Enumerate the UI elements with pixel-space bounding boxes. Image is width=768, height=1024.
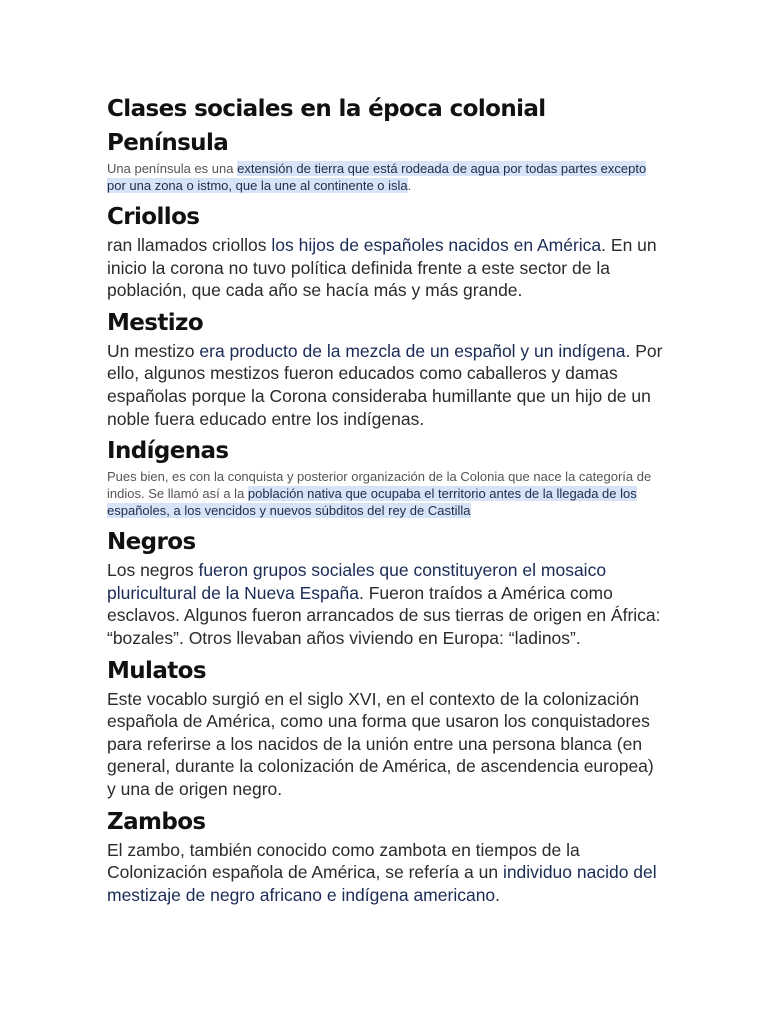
text-fragment: ran llamados criollos — [107, 235, 272, 255]
section-text-mulatos — [107, 688, 667, 801]
section-heading-criollos: Criollos — [107, 204, 200, 230]
text-fragment: Un mestizo — [107, 340, 200, 361]
section-heading-mulatos: Mulatos — [107, 657, 206, 684]
section-mestizo — [107, 306, 667, 430]
section-text-mestizo — [107, 340, 667, 430]
section-text-peninsula — [107, 160, 667, 194]
highlighted-text: extensión de tierra que está rodeada de agua por todas partes excepto por una zona o istmo, que la une al continente o isla — [107, 161, 647, 193]
section-zambos — [107, 805, 667, 907]
document-title: Clases sociales en la época colonial — [107, 96, 546, 122]
document-page — [107, 92, 667, 910]
section-heading-zambos: Zambos — [107, 808, 206, 835]
link-text[interactable]: los hijos de españoles nacidos en América — [271, 235, 602, 255]
section-text-negros — [107, 559, 667, 649]
section-indigenas — [107, 434, 667, 519]
section-heading-mestizo: Mestizo — [107, 309, 204, 336]
section-peninsula — [107, 126, 667, 194]
section-text-criollos — [107, 234, 667, 302]
text-fragment: . Fueron traídos a América como esclavos. Algunos fueron arrancados de sus tierras de origen en África: “bozales”. Otros llevaban años viviendo en Europa: “ladinos”. — [107, 582, 661, 648]
link-text[interactable]: era producto de la mezcla de un español y un indígena — [199, 340, 626, 361]
section-text-zambos — [107, 839, 667, 907]
section-negros — [107, 525, 667, 649]
text-fragment: . — [407, 178, 412, 193]
section-heading-negros: Negros — [107, 529, 196, 556]
text-fragment: Este vocablo surgió en el siglo XVI, en el contexto de la colonización española de América, como una forma que usaron los conquistadores para referirse a los nacidos de la unión entre una persona blanca (en general, durante la colonización de América, de ascendencia europea) y una de origen negro. — [107, 688, 654, 799]
section-criollos — [107, 200, 667, 302]
link-text[interactable]: individuo nacido del mestizaje de negro africano e indígena americano — [107, 862, 657, 905]
text-fragment: Una península es una — [107, 161, 238, 176]
text-fragment: El zambo, también conocido como zambota en tiempos de la Colonización española de América, se refería a un — [107, 839, 580, 883]
link-text[interactable]: fueron grupos sociales que constituyeron el mosaico pluricultural de la Nueva España — [107, 560, 607, 603]
section-heading-indigenas: Indígenas — [107, 438, 229, 465]
text-fragment: . En un inicio la corona no tuvo política definida frente a este sector de la población, que cada año se hacía más y más grande. — [107, 235, 657, 301]
text-fragment: Los negros — [107, 560, 199, 581]
text-fragment: . — [495, 884, 501, 905]
text-fragment: Pues bien, es con la conquista y posterior organización de la Colonia que nace la categoría de indios. Se llamó así a la — [107, 469, 652, 502]
text-fragment: . Por ello, algunos mestizos fueron educados como caballeros y damas españolas porque la Corona consideraba humillante que un hijo de un noble fuera educado entre los indígenas. — [107, 340, 663, 429]
section-text-indigenas — [107, 468, 667, 519]
highlighted-text: población nativa que ocupaba el territorio antes de la llegada de los españoles, a los vencidos y nuevos súbditos del rey de Castilla — [107, 486, 637, 519]
section-mulatos — [107, 654, 667, 801]
section-heading-peninsula: Península — [107, 130, 229, 156]
